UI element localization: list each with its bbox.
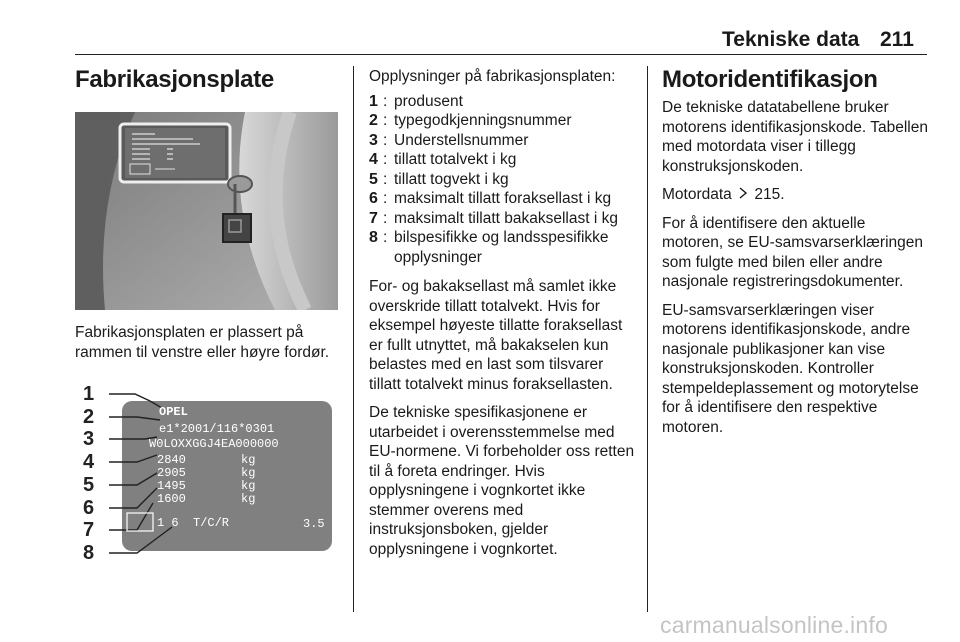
- plate-callout-number: 4: [83, 451, 95, 473]
- list-item: 2 : typegodkjenningsnummer: [369, 112, 572, 129]
- plate-unit-2: kg: [241, 466, 256, 480]
- plate-line-approval: e1*2001/116*0301: [159, 422, 275, 436]
- running-header-title: Tekniske data: [722, 28, 860, 51]
- header-divider: [75, 54, 927, 55]
- plate-callout-number: 3: [83, 428, 95, 450]
- plate-line-manufacturer: OPEL: [159, 405, 188, 419]
- plate-line-vin: W0LOXXGGJ4EA000000: [149, 437, 279, 451]
- list-item: 8 : bilspesifikke og landsspesifikke opplysninger: [369, 229, 609, 266]
- plate-weight-2: 2905: [157, 466, 186, 480]
- list-item: 1 : produsent: [369, 92, 463, 110]
- column-divider-right: [647, 66, 648, 612]
- plate-callout-number: 8: [83, 542, 95, 564]
- plate-bottom-code: T/C/R: [193, 516, 230, 530]
- plate-callout-number: 2: [83, 406, 95, 428]
- plate-callout-number: 7: [83, 519, 95, 541]
- engine-id-paragraph-1: De tekniske datatabellene bruker motorens identifikasjonskode. Tabellen med motordata viser i tillegg konstruksjonskoden.: [662, 99, 928, 175]
- right-column: [662, 66, 930, 446]
- door-frame-photo: [75, 112, 338, 310]
- plate-info-intro: Opplysninger på fabrikasjonsplaten:: [369, 68, 616, 85]
- plate-weight-3: 1495: [157, 479, 186, 493]
- list-item: 4 : tillatt totalvekt i kg: [369, 151, 517, 168]
- plate-diagram-svg: [75, 375, 338, 580]
- plate-unit-3: kg: [241, 479, 256, 493]
- plate-caption: [75, 323, 345, 371]
- plate-weight-4: 1600: [157, 492, 186, 506]
- section-heading-engine-id: Motoridentifikasjon: [662, 66, 878, 93]
- section-heading-plate: Fabrikasjonsplate: [75, 66, 274, 93]
- plate-callout-number: 6: [83, 497, 95, 519]
- spec-disclaimer-paragraph: De tekniske spesifikasjonene er utarbeidet i overensstemmelse med EU-normene. Vi forbeholder oss retten til å foreta endringer. Hvis opplysningene i vognkortet ikke stemmer overens med instruksjonsboken, gjelder opplysningene i vognkortet.: [369, 404, 635, 558]
- plate-location-text: Fabrikasjonsplaten er plassert på rammen til venstre eller høyre fordør.: [75, 324, 330, 361]
- middle-column: [369, 67, 637, 568]
- engine-data-reference: Motordata 215.: [662, 186, 785, 203]
- watermark: carmanualsonline.info: [660, 612, 888, 638]
- left-column: [75, 66, 343, 98]
- axle-load-paragraph: For- og bakaksellast må samlet ikke overskride tillatt totalvekt. Hvis for eksempel høyeste tillatte foraksellast er fullt utnyttet, må bakakselen kun belastes med en last som tilsvarer tillatt totalvekt minus foraksellasten.: [369, 278, 623, 393]
- page-reference-arrow-icon[interactable]: [736, 185, 750, 205]
- plate-diagram: [75, 375, 338, 580]
- page-reference-link[interactable]: 215.: [754, 186, 785, 203]
- plate-unit-4: kg: [241, 492, 256, 506]
- list-item: 6 : maksimalt tillatt foraksellast i kg: [369, 190, 612, 207]
- plate-info-list: [369, 92, 637, 268]
- plate-bottom-right: 3.5: [303, 517, 325, 531]
- page-number: 211: [880, 28, 914, 51]
- plate-callout-number: 1: [83, 383, 95, 405]
- plate-unit-1: kg: [241, 453, 256, 467]
- engine-id-paragraph-3: For å identifisere den aktuelle motoren, se EU-samsvarserklæringen som fulgte med bilen eller andre nasjonale registreringsdokumenter.: [662, 214, 924, 290]
- plate-callout-number: 5: [83, 474, 95, 496]
- list-item: 3 : Understellsnummer: [369, 131, 529, 149]
- list-item: 7 : maksimalt tillatt bakaksellast i kg: [369, 209, 618, 227]
- engine-id-paragraph-4: EU-samsvarserklæringen viser motorens identifikasjonskode, andre nasjonale publikasjoner kan vise konstruksjonskoden. Kontroller stempeldeplassement og motorytelse for å identifisere den respektive motoren.: [662, 301, 919, 436]
- list-item: 5 : tillatt togvekt i kg: [369, 170, 509, 188]
- plate-bottom-left: 1 6: [157, 516, 179, 530]
- door-frame-illustration: [75, 112, 338, 310]
- column-divider-left: [353, 66, 354, 612]
- plate-weight-1: 2840: [157, 453, 186, 467]
